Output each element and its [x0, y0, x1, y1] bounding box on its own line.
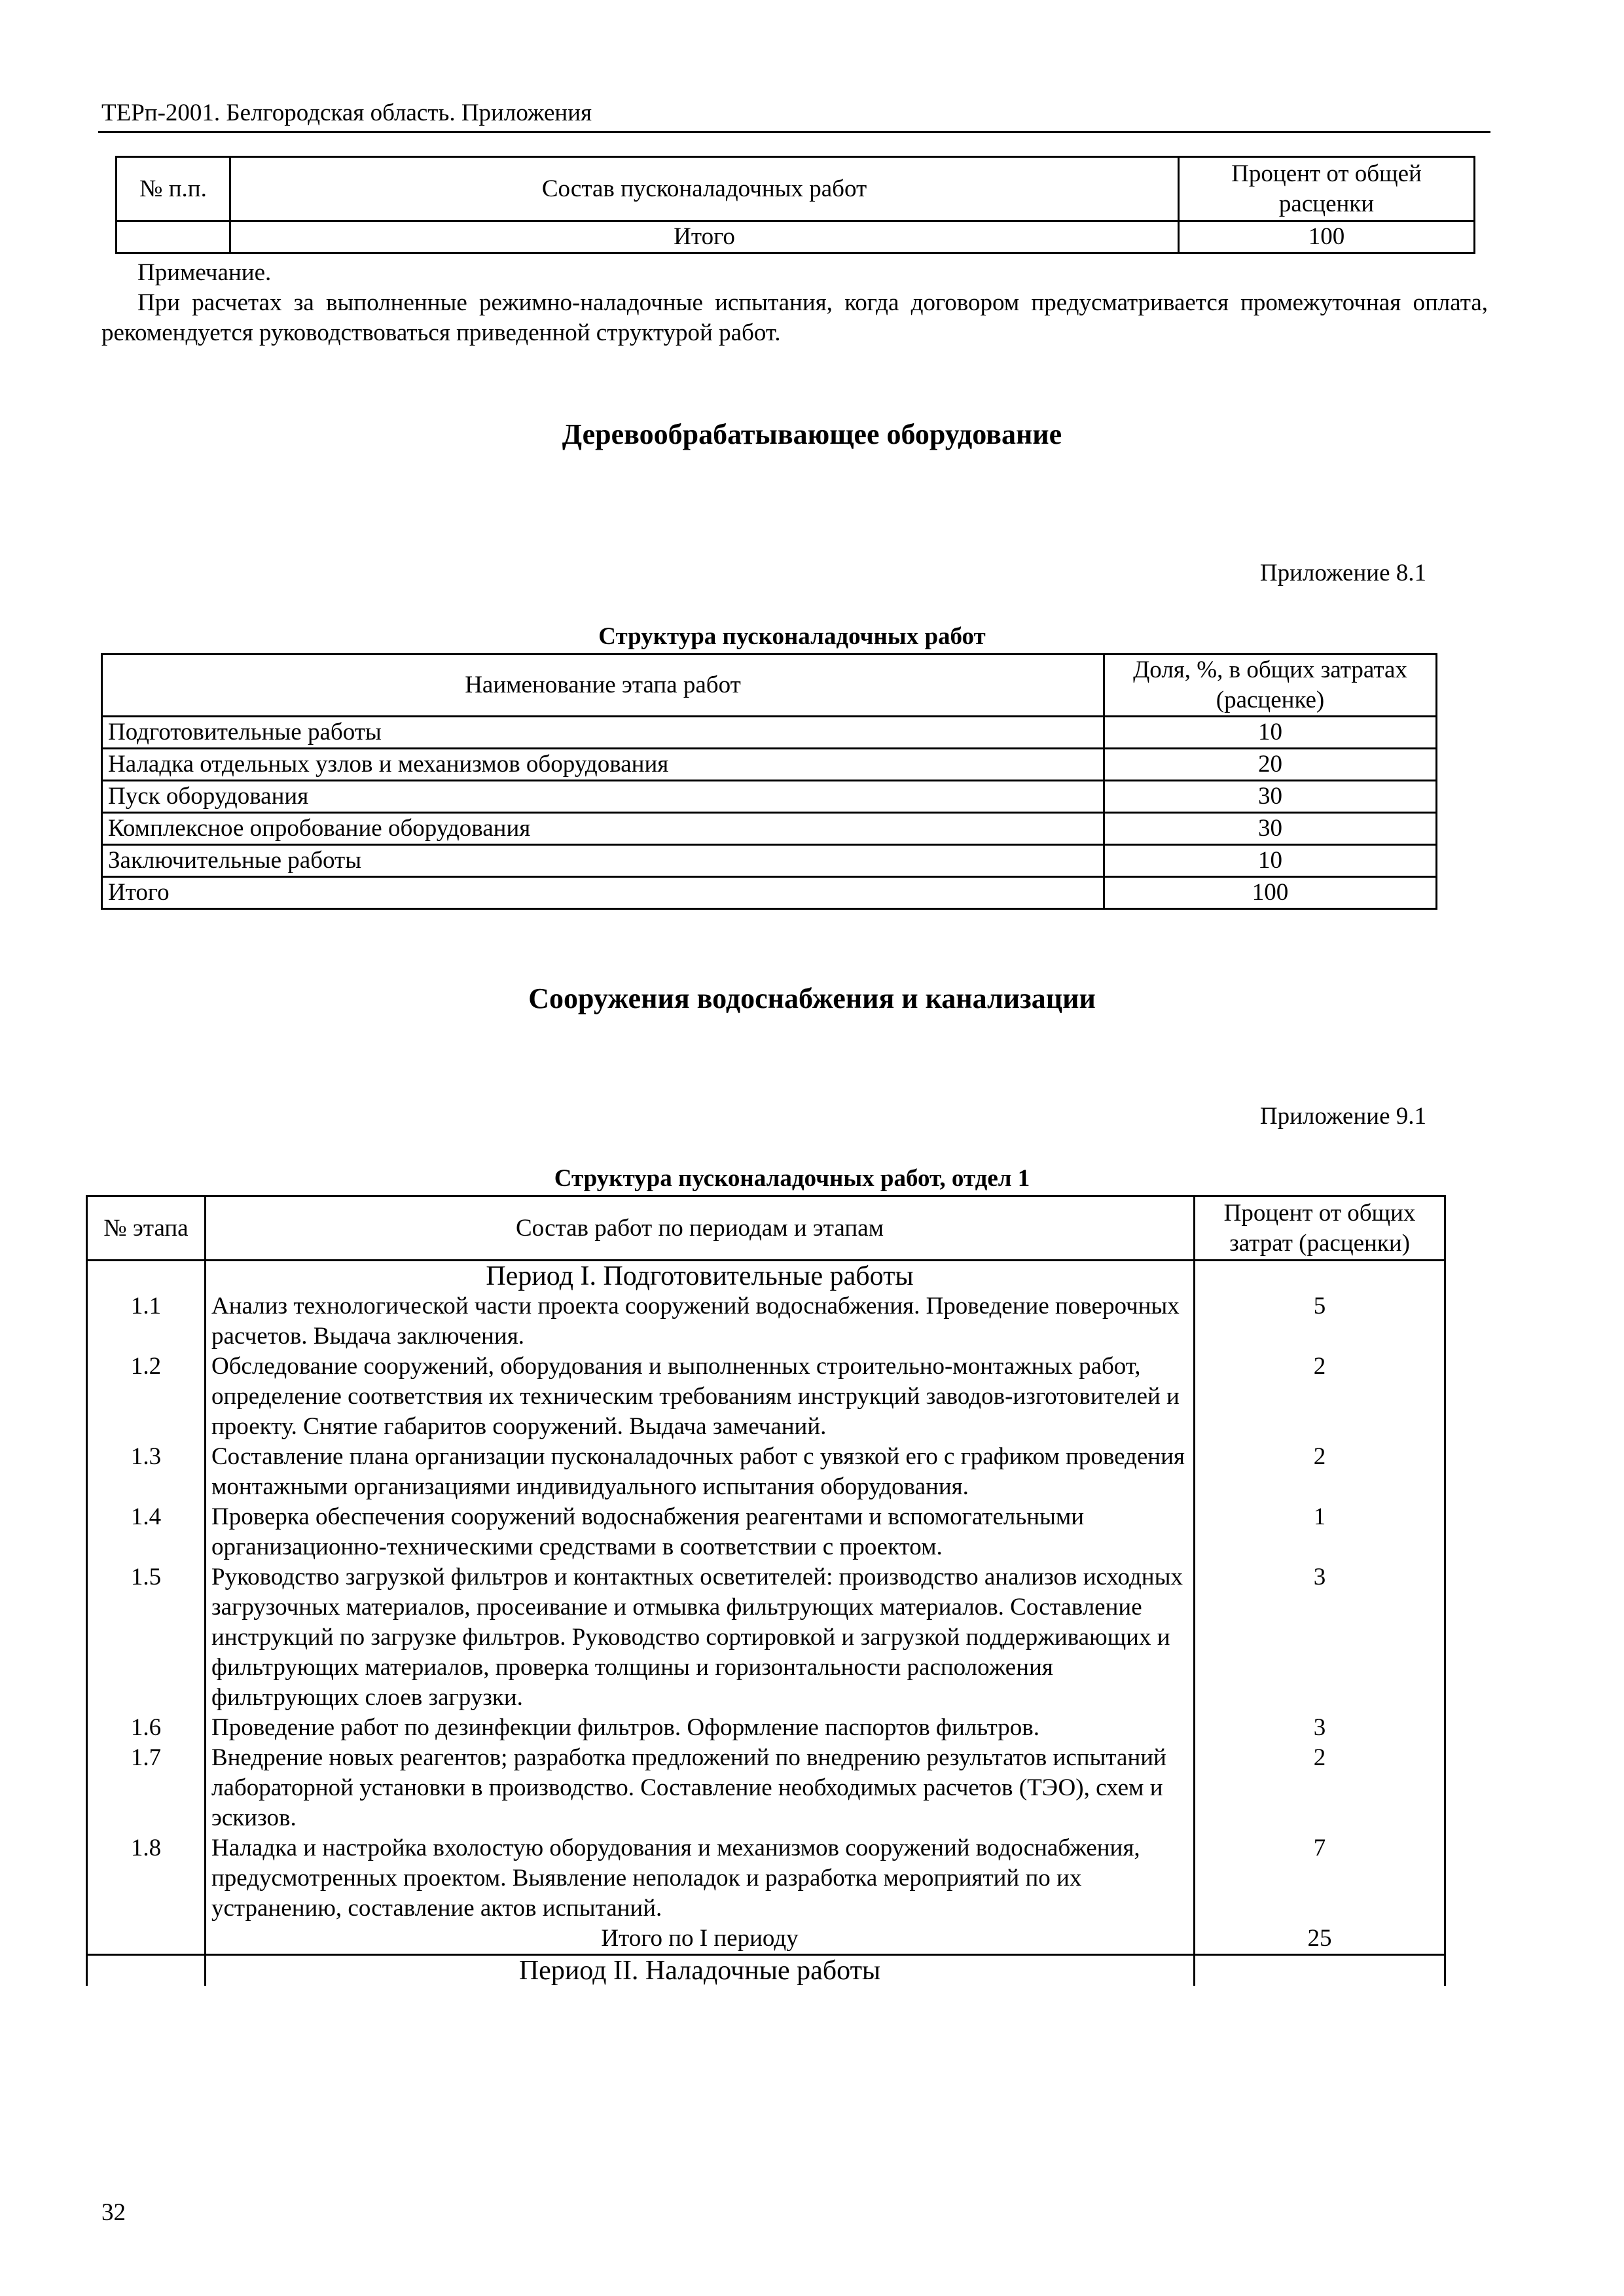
table-title-9-1: Структура пусконаладочных работ, отдел 1 — [554, 1165, 1030, 1192]
t1-total-value: 100 — [1179, 221, 1475, 253]
stage-number: 1.3 — [87, 1442, 206, 1502]
table-row — [87, 1352, 1445, 1442]
t2-header-share: Доля, %, в общих затратах (расценке) — [1104, 655, 1437, 717]
stage-number: 1.8 — [87, 1833, 206, 1924]
row-value: 20 — [1104, 749, 1437, 781]
stage-percent: 5 — [1195, 1291, 1445, 1352]
t1-total-num — [117, 221, 230, 253]
stage-description: Руководство загрузкой фильтров и контактных осветителей: производство анализов исходных загрузочных материалов, просеивание и отмывка фильтрующих материалов. Составление инструкций по загрузке фильтров. Руководство сортировкой и загрузкой поддерживающих и фильтрующих материалов, проверка толщины и горизонтальности расположения фильтрующих слоев загрузки. — [206, 1562, 1195, 1713]
stage-percent: 3 — [1195, 1713, 1445, 1743]
row-value: 10 — [1104, 845, 1437, 877]
stage-description: Анализ технологической части проекта сооружений водоснабжения. Проведение поверочных расчетов. Выдача заключения. — [206, 1291, 1195, 1352]
table-row — [87, 1291, 1445, 1352]
table-row — [87, 1442, 1445, 1502]
stage-description: Наладка и настройка вхолостую оборудования и механизмов сооружений водоснабжения, предусмотренных проектом. Выявление неполадок и разработка мероприятий по их устранению, составление актов испытаний. — [206, 1833, 1195, 1924]
period-1-total-label: Итого по I периоду — [206, 1924, 1195, 1955]
note-title: Примечание. — [137, 259, 272, 286]
stage-percent: 3 — [1195, 1562, 1445, 1713]
stage-description: Проведение работ по дезинфекции фильтров. Оформление паспортов фильтров. — [206, 1713, 1195, 1743]
header-rule — [98, 131, 1490, 133]
stage-description: Обследование сооружений, оборудования и выполненных строительно-монтажных работ, определение соответствия их техническим требованиям инструкций заводов-изготовителей и проекту. Снятие габаритов сооружений. Выдача замечаний. — [206, 1352, 1195, 1442]
t3-header-num: № этапа — [87, 1196, 206, 1261]
stage-number: 1.5 — [87, 1562, 206, 1713]
row-value: 30 — [1104, 781, 1437, 813]
row-name: Комплексное опробование оборудования — [102, 813, 1104, 845]
table-title-8-1: Структура пусконаладочных работ — [598, 623, 986, 650]
stage-percent: 7 — [1195, 1833, 1445, 1924]
stage-percent: 2 — [1195, 1352, 1445, 1442]
t2-header-name: Наименование этапа работ — [102, 655, 1104, 717]
t3-header-percent: Процент от общих затрат (расценки) — [1195, 1196, 1445, 1261]
running-header: ТЕРп-2001. Белгородская область. Приложения — [101, 99, 592, 126]
appendix-label-8-1: Приложение 8.1 — [1259, 560, 1426, 586]
t1-header-content: Состав пусконаладочных работ — [230, 157, 1179, 221]
period-1-total-value: 25 — [1195, 1924, 1445, 1955]
table-row — [87, 1502, 1445, 1562]
stage-percent: 2 — [1195, 1743, 1445, 1833]
table-row — [102, 877, 1437, 909]
row-value: 10 — [1104, 717, 1437, 749]
row-name: Итого — [102, 877, 1104, 909]
table-row — [87, 1743, 1445, 1833]
table-row — [102, 781, 1437, 813]
row-value: 100 — [1104, 877, 1437, 909]
table-9-1 — [86, 1195, 1446, 1986]
table-row — [102, 749, 1437, 781]
t1-header-percent: Процент от общей расценки — [1179, 157, 1475, 221]
t3-header-content: Состав работ по периодам и этапам — [206, 1196, 1195, 1261]
stage-percent: 1 — [1195, 1502, 1445, 1562]
row-name: Подготовительные работы — [102, 717, 1104, 749]
note-text: При расчетах за выполненные режимно-наладочные испытания, когда договором предусматривается промежуточная оплата, рекомендуется руководствоваться приведенной структурой работ. — [101, 289, 1488, 346]
table-continuation — [115, 156, 1475, 254]
stage-description: Проверка обеспечения сооружений водоснабжения реагентами и вспомогательными организационно-техническими средствами в соответствии с проектом. — [206, 1502, 1195, 1562]
table-row — [87, 1833, 1445, 1924]
t1-header-num: № п.п. — [117, 157, 230, 221]
stage-number: 1.1 — [87, 1291, 206, 1352]
period-1-heading: Период I. Подготовительные работы — [206, 1261, 1195, 1292]
period-2-heading: Период II. Наладочные работы — [206, 1955, 1195, 1986]
row-name: Заключительные работы — [102, 845, 1104, 877]
row-name: Наладка отдельных узлов и механизмов оборудования — [102, 749, 1104, 781]
page-number: 32 — [101, 2199, 126, 2226]
table-row — [102, 717, 1437, 749]
table-8-1 — [101, 653, 1437, 910]
appendix-label-9-1: Приложение 9.1 — [1259, 1103, 1426, 1130]
stage-description: Составление плана организации пусконаладочных работ с увязкой его с графиком проведения монтажными организациями индивидуального испытания оборудования. — [206, 1442, 1195, 1502]
stage-number: 1.4 — [87, 1502, 206, 1562]
stage-percent: 2 — [1195, 1442, 1445, 1502]
stage-description: Внедрение новых реагентов; разработка предложений по внедрению результатов испытаний лабораторной установки в производство. Составление необходимых расчетов (ТЭО), схем и эскизов. — [206, 1743, 1195, 1833]
table-row — [102, 813, 1437, 845]
row-name: Пуск оборудования — [102, 781, 1104, 813]
section-heading-woodworking: Деревообрабатывающее оборудование — [562, 418, 1062, 450]
table-row — [87, 1713, 1445, 1743]
t1-total-label: Итого — [230, 221, 1179, 253]
table-row — [102, 845, 1437, 877]
section-heading-water-supply: Сооружения водоснабжения и канализации — [528, 982, 1096, 1014]
stage-number: 1.2 — [87, 1352, 206, 1442]
stage-number: 1.6 — [87, 1713, 206, 1743]
table-row — [87, 1562, 1445, 1713]
row-value: 30 — [1104, 813, 1437, 845]
stage-number: 1.7 — [87, 1743, 206, 1833]
